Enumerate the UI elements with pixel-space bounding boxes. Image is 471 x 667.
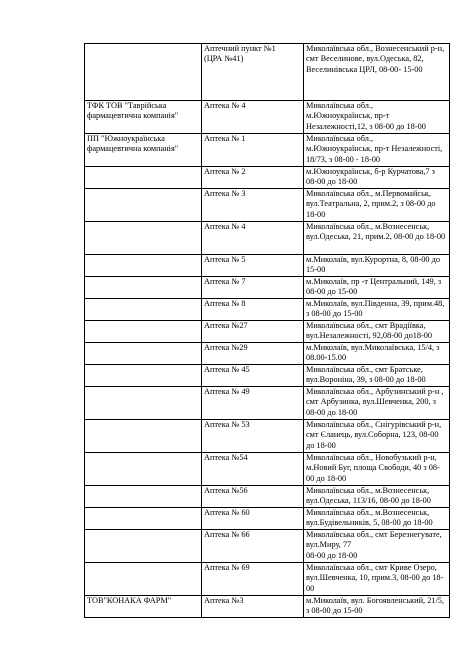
- address-cell: Миколаївська обл., Новобузький р-н, м.Новий Буг, площа Свободи, 40 з 08-00 до 18-00: [304, 453, 450, 486]
- pharmacy-cell: Аптечний пункт №1 (ЦРА №41): [202, 44, 304, 101]
- pharmacy-cell: Аптека № 66: [202, 530, 304, 563]
- address-cell: м.Миколаїв, вул. Богоявленський, 21/5, з 08-00 до 15-00: [304, 596, 450, 618]
- pharmacy-cell: Аптека № 1: [202, 134, 304, 167]
- address-cell: Миколаївська обл., Снігурівський р-н, смт Єланець, вул.Соборна, 123, 08-00 до 18-00: [304, 420, 450, 453]
- pharmacy-cell: Аптека № 69: [202, 563, 304, 596]
- table-row: [85, 277, 450, 299]
- table-row: [85, 134, 450, 167]
- pharmacy-cell: Аптека № 3: [202, 189, 304, 222]
- address-cell: Миколаївська обл., смт Братське, вул.Вороніна, 39, з 08-00 до 18-00: [304, 365, 450, 387]
- address-cell: м.Миколаїв, вул.Миколаївська, 15/4, з 08.00-15.00: [304, 343, 450, 365]
- pharmacy-cell: Аптека № 8: [202, 299, 304, 321]
- address-cell: м.Миколаїв, вул.Курортна, 8, 08-00 до 15-00: [304, 255, 450, 277]
- address-cell: м.Южноукраїнськ, б-р Курчатова,7 з 08-00 до 18-00: [304, 167, 450, 189]
- document-page: [84, 43, 449, 618]
- org-cell: [85, 508, 202, 530]
- address-cell: Миколаївська обл., Арбузинський р-н , смт Арбузинка, вул.Шевченка, 200, з 08-00 до 18-00: [304, 387, 450, 420]
- table-row: [85, 167, 450, 189]
- table-row: [85, 101, 450, 134]
- address-cell: Миколаївська обл., м.Южноукраїнськ, пр-т Незалежності,12, з 08-00 до 18-00: [304, 101, 450, 134]
- org-cell: [85, 277, 202, 299]
- table-row: [85, 299, 450, 321]
- org-cell: [85, 486, 202, 508]
- table-row: [85, 189, 450, 222]
- table-row: [85, 508, 450, 530]
- pharmacy-cell: Аптека № 7: [202, 277, 304, 299]
- table-row: [85, 486, 450, 508]
- org-cell: [85, 420, 202, 453]
- org-cell: [85, 387, 202, 420]
- org-cell: [85, 44, 202, 101]
- table-row: [85, 596, 450, 618]
- address-cell: Миколаївська обл., м.Вознесенськ, вул.Одеська, 113/16, 08-00 до 18-00: [304, 486, 450, 508]
- table-row: [85, 255, 450, 277]
- org-cell: ПП "Южноукраїнська фармацевтична компанія": [85, 134, 202, 167]
- pharmacy-cell: Аптека № 5: [202, 255, 304, 277]
- table-row: [85, 563, 450, 596]
- pharmacy-cell: Аптека №56: [202, 486, 304, 508]
- org-cell: [85, 299, 202, 321]
- org-cell: [85, 255, 202, 277]
- table-row: [85, 453, 450, 486]
- pharmacy-cell: Аптека № 2: [202, 167, 304, 189]
- table-row: [85, 343, 450, 365]
- pharmacy-cell: Аптека №3: [202, 596, 304, 618]
- org-cell: [85, 321, 202, 343]
- address-cell: Миколаївська обл., м.Вознесенськ, вул.Одеська, 21, прим.2, 08-00 до 18-00: [304, 222, 450, 255]
- pharmacy-cell: Аптека № 53: [202, 420, 304, 453]
- pharmacy-cell: Аптека № 45: [202, 365, 304, 387]
- pharmacy-cell: Аптека №27: [202, 321, 304, 343]
- address-cell: Миколаївська обл., м.Южноукраїнськ, пр-т Незалежності, 18/73, з 08-00 - 18-00: [304, 134, 450, 167]
- pharmacy-cell: Аптека № 4: [202, 222, 304, 255]
- table-row: [85, 44, 450, 101]
- pharmacy-cell: Аптека № 49: [202, 387, 304, 420]
- org-cell: [85, 530, 202, 563]
- address-cell: Миколаївська обл., м.Первомайськ, вул.Театральна, 2, прим.2, з 08-00 до 18-00: [304, 189, 450, 222]
- org-cell: [85, 343, 202, 365]
- address-cell: Миколаївська обл., смт Врадіївка, вул.Незалежності, 92,08-00 до18-00: [304, 321, 450, 343]
- address-cell: м.Миколаїв, пр -т Центральний, 149, з 08-00 до 15-00: [304, 277, 450, 299]
- table-row: [85, 365, 450, 387]
- org-cell: ТОВ"КОНАКА ФАРМ": [85, 596, 202, 618]
- org-cell: [85, 453, 202, 486]
- org-cell: [85, 222, 202, 255]
- address-cell: Миколаївська обл., м.Вознесенськ, вул.Будівельників, 5, 08-00 до 18-00: [304, 508, 450, 530]
- table-row: [85, 321, 450, 343]
- address-cell: Миколаївська обл., Вознесенський р-н, смт Веселинове, вул.Одеська, 82, Веселинівська ЦРЛ, 08-00- 15-00: [304, 44, 450, 101]
- address-cell: Миколаївська обл., смт Криве Озеро, вул.Шевченка, 10, прим.3, 08-00 до 18-00: [304, 563, 450, 596]
- org-cell: [85, 167, 202, 189]
- address-cell: Миколаївська обл., смт Березнегувате, вул.Миру, 77 08-00 до 18-00: [304, 530, 450, 563]
- table-row: [85, 530, 450, 563]
- table-row: [85, 387, 450, 420]
- org-cell: [85, 189, 202, 222]
- org-cell: [85, 365, 202, 387]
- pharmacy-cell: Аптека №54: [202, 453, 304, 486]
- table-row: [85, 222, 450, 255]
- address-cell: м.Миколаїв, вул.Південна, 39, прим.48, з 08-00 до 15-00: [304, 299, 450, 321]
- table-row: [85, 420, 450, 453]
- org-cell: [85, 563, 202, 596]
- pharmacy-cell: Аптека №29: [202, 343, 304, 365]
- pharmacy-cell: Аптека № 4: [202, 101, 304, 134]
- pharmacy-table: [84, 43, 450, 618]
- org-cell: ТФК ТОВ "Таврійська фармацевтична компанія": [85, 101, 202, 134]
- pharmacy-cell: Аптека № 60: [202, 508, 304, 530]
